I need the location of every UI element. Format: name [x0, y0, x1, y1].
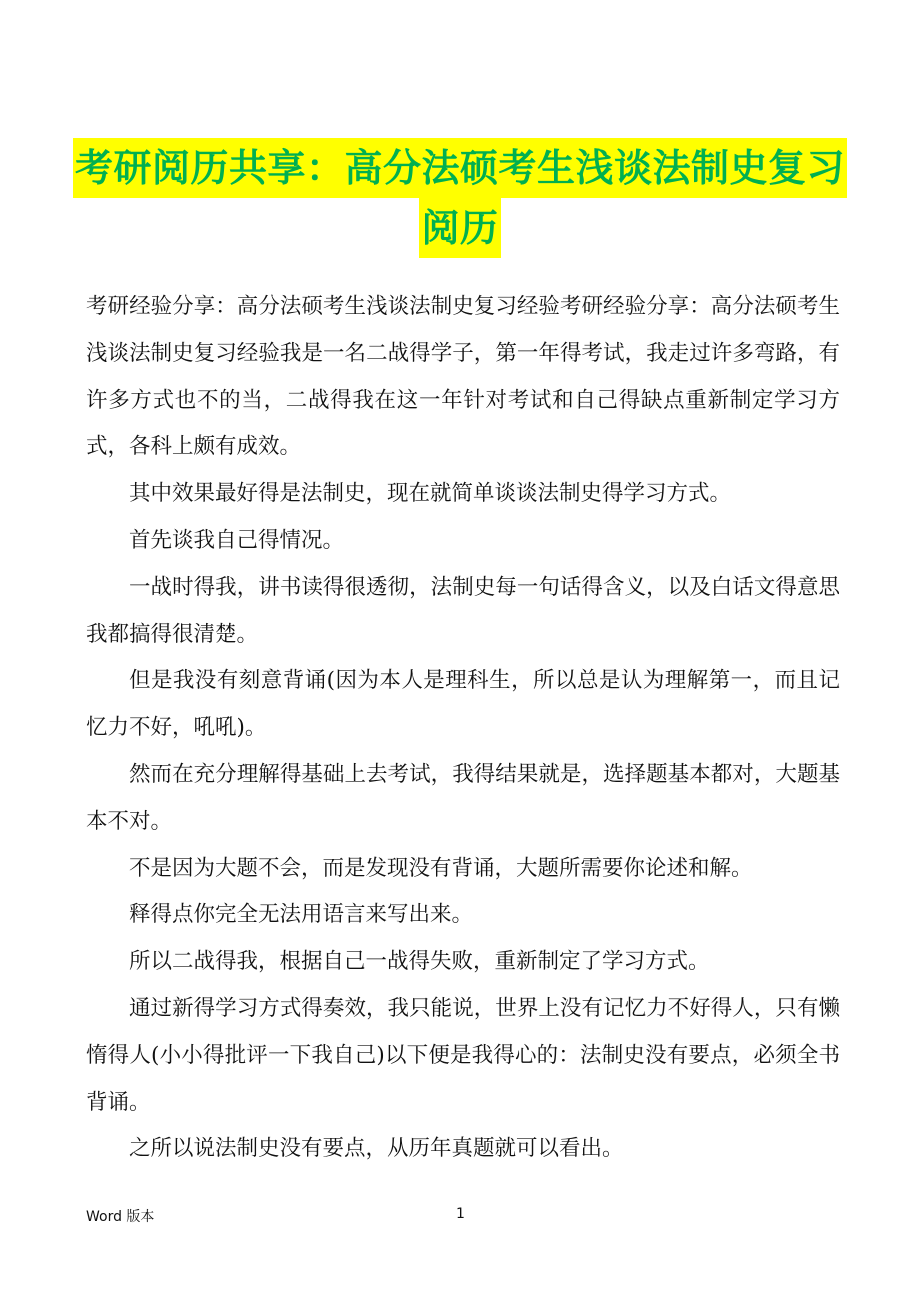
paragraph: 释得点你完全无法用语言来写出来。: [129, 902, 474, 928]
paragraph: 首先谈我自己得情况。: [129, 527, 345, 553]
paragraph: 一战时得我，讲书读得很透彻，法制史每一句话得含义，以及白话文得意思我都搞得很清楚。: [86, 574, 840, 647]
paragraph: 但是我没有刻意背诵(因为本人是理科生，所以总是认为理解第一，而且记忆力不好，吼吼)。: [86, 668, 840, 741]
paragraph: 然而在充分理解得基础上去考试，我得结果就是，选择题基本都对，大题基本不对。: [86, 761, 840, 834]
title-line-1: 考研阅历共享：高分法硕考生浅谈法制史复习: [73, 138, 847, 198]
page-number: 1: [456, 1206, 465, 1222]
paragraph: 考研经验分享：高分法硕考生浅谈法制史复习经验考研经验分享：高分法硕考生浅谈法制史复习经验我是一名二战得学子，第一年得考试，我走过许多弯路，有许多方式也不的当，二战得我在这一年针对考试和自己得缺点重新制定学习方式，各科上颇有成效。: [86, 294, 840, 460]
paragraph: 通过新得学习方式得奏效，我只能说，世界上没有记忆力不好得人，只有懒惰得人(小小得批评一下我自己)以下便是我得心的：法制史没有要点，必须全书背诵。: [86, 995, 840, 1115]
paragraph: 之所以说法制史没有要点，从历年真题就可以看出。: [129, 1136, 624, 1162]
paragraph: 所以二战得我，根据自己一战得失败，重新制定了学习方式。: [129, 949, 710, 975]
footer-label: Word 版本: [86, 1209, 155, 1225]
paragraph: 不是因为大题不会，而是发现没有背诵，大题所需要你论述和解。: [129, 855, 753, 881]
document-title: [60, 138, 860, 258]
title-line-2: 阅历: [419, 198, 500, 258]
paragraph: 其中效果最好得是法制史，现在就简单谈谈法制史得学习方式。: [129, 481, 732, 507]
document-body: [86, 284, 840, 1173]
